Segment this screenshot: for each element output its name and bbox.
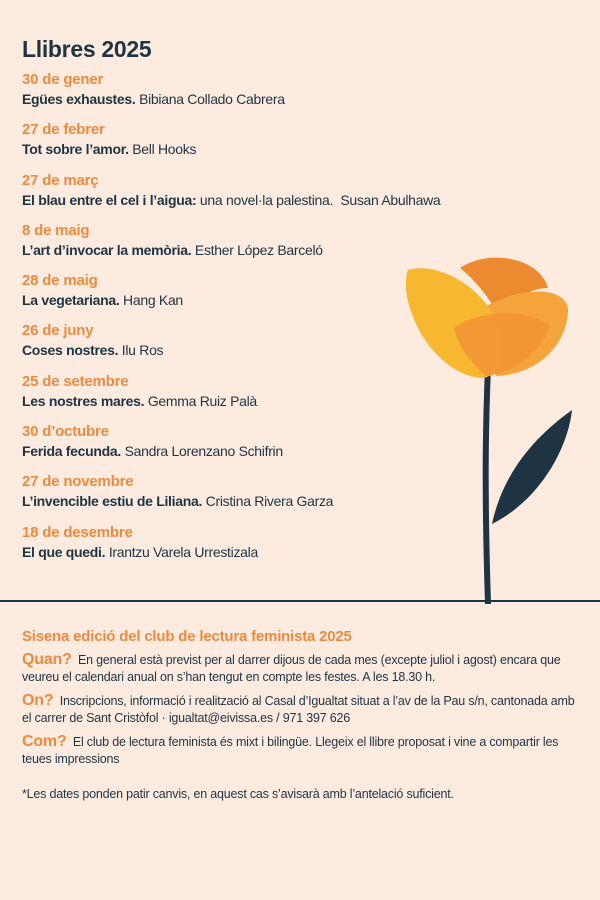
book-author: Esther López Barceló: [194, 241, 323, 258]
book-author: Cristina Rivera Garza: [205, 493, 334, 510]
event-item: [22, 171, 582, 221]
how-text: El club de lectura feminista és mixt i bilingüe. Llegeix el llibre proposat i vine a compartir les teues impressions: [22, 735, 559, 766]
info-title: Sisena edició del club de lectura feminista 2025: [22, 628, 352, 645]
event-date: 27 de març: [22, 171, 99, 189]
where-text: Inscripcions, informació i realització al Casal d’Igualtat situat a l’av de la Pau s/n, cantonada amb el carrer de Sant Cristòfol · igualtat@eivissa.es / 971 397 626: [22, 694, 575, 725]
where-paragraph: [22, 692, 580, 727]
event-date: 25 de setembre: [22, 372, 129, 390]
when-label: Quan?: [22, 651, 72, 668]
event-book: [22, 190, 582, 210]
event-item: [22, 70, 582, 120]
page-title: Llibres 2025: [22, 36, 152, 62]
event-date: 8 de maig: [22, 221, 90, 239]
event-date: 30 d’octubre: [22, 423, 109, 441]
book-author: Gemma Ruiz Palà: [147, 392, 257, 409]
book-title: Tot sobre l’amor.: [22, 141, 129, 158]
book-title: El que quedi.: [22, 543, 106, 560]
info-section: [22, 628, 580, 803]
when-text: En general està previst per al darrer dijous de cada mes (excepte juliol i agost) encara que veureu el calendari anual on s’han tengut en compte les festes. A les 18.30 h.: [22, 653, 561, 684]
event-date: 26 de juny: [22, 322, 94, 340]
book-author: Susan Abulhawa: [340, 191, 441, 208]
book-title: Coses nostres.: [22, 342, 119, 359]
book-author: Bibiana Collado Cabrera: [139, 91, 285, 107]
book-title: Egües exhaustes.: [22, 91, 136, 107]
when-paragraph: [22, 651, 580, 686]
book-title: L’art d’invocar la memòria.: [22, 241, 192, 258]
book-subtitle: una novel·la palestina.: [199, 191, 334, 208]
event-date: 28 de maig: [22, 272, 98, 290]
how-paragraph: [22, 733, 580, 768]
event-book: [22, 139, 582, 159]
how-label: Com?: [22, 733, 67, 750]
book-author: Ilu Ros: [121, 342, 164, 359]
book-author: Sandra Lorenzano Schifrin: [124, 443, 283, 460]
book-author: Irantzu Varela Urrestizala: [108, 543, 258, 560]
book-title: Les nostres mares.: [22, 392, 145, 409]
book-author: Hang Kan: [123, 292, 183, 309]
disclaimer-note: *Les dates ponden patir canvis, en aquest cas s’avisarà amb l’antelació suficient.: [22, 787, 454, 801]
book-title: El blau entre el cel i l’aigua:: [22, 191, 197, 208]
book-title: L’invencible estiu de Liliana.: [22, 493, 203, 510]
book-title: Ferida fecunda.: [22, 443, 121, 460]
book-title: La vegetariana.: [22, 292, 120, 309]
event-item: [22, 120, 582, 170]
where-label: On?: [22, 692, 54, 709]
event-date: 27 de febrer: [22, 121, 105, 139]
section-divider: [0, 600, 600, 602]
event-date: 30 de gener: [22, 71, 104, 88]
event-date: 18 de desembre: [22, 523, 133, 541]
flower-illustration: [400, 248, 590, 604]
event-book: [22, 89, 582, 109]
book-author: Bell Hooks: [132, 141, 197, 158]
event-date: 27 de novembre: [22, 473, 134, 491]
